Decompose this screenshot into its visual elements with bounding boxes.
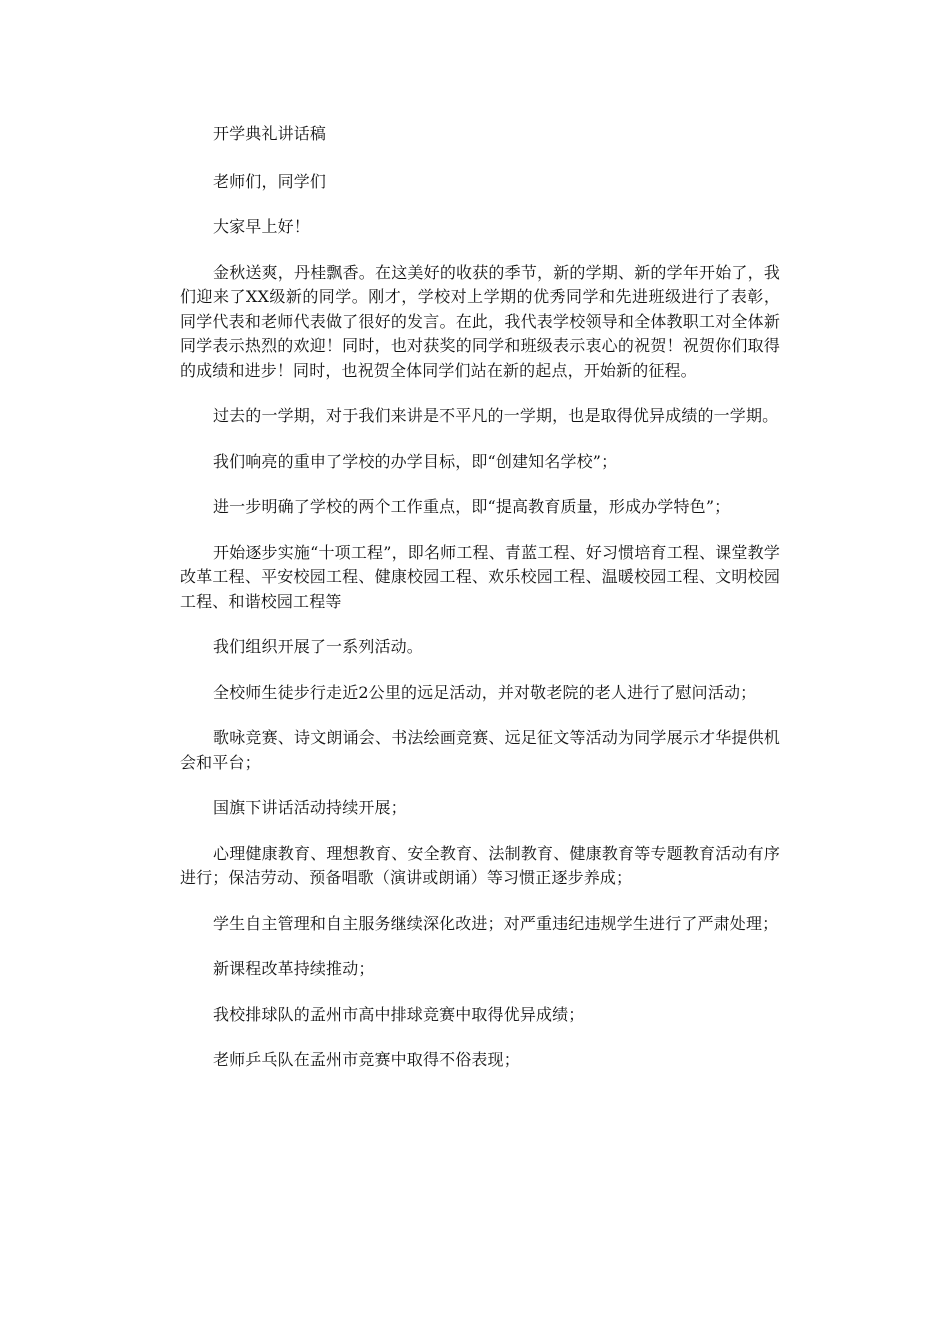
paragraph-competitions: 歌咏竞赛、诗文朗诵会、书法绘画竞赛、远足征文等活动为同学展示才华提供机会和平台； (180, 728, 780, 772)
paragraph-curriculum-reform: 新课程改革持续推动； (213, 959, 375, 978)
paragraph-table-tennis: 老师乒乓队在孟州市竞赛中取得不俗表现； (213, 1050, 520, 1069)
paragraph-past-semester: 过去的一学期，对于我们来讲是不平凡的一学期，也是取得优异成绩的一学期。 (213, 406, 779, 425)
document-title: 开学典礼讲话稿 (213, 124, 327, 143)
paragraph-work-focus: 进一步明确了学校的两个工作重点，即“提高教育质量，形成办学特色”； (213, 497, 731, 516)
paragraph-self-management: 学生自主管理和自主服务继续深化改进；对严重违纪违规学生进行了严肃处理； (213, 913, 779, 933)
paragraph-opening: 金秋送爽，丹桂飘香。在这美好的收获的季节，新的学期、新的学年开始了，我们迎来了XX级新的同学。刚才，学校对上学期的优秀同学和先进班级进行了表彰，同学代表和老师代表做了很好的发言。在此，我代表学校领导和全体教职工对全体新同学表示热烈的欢迎！同时，也对获奖的同学和班级表示衷心的祝贺！祝贺你们取得的成绩和进步！同时，也祝贺全体同学们站在新的起点，开始新的征程。 (180, 262, 780, 380)
paragraph-ten-projects: 开始逐步实施“十项工程”，即名师工程、青蓝工程、好习惯培育工程、课堂教学改革工程、平安校园工程、健康校园工程、欢乐校园工程、温暖校园工程、文明校园工程、和谐校园工程等 (180, 542, 780, 611)
paragraph-good-morning: 大家早上好！ (213, 217, 310, 236)
paragraph-volleyball: 我校排球队的孟州市高中排球竞赛中取得优异成绩； (213, 1004, 585, 1024)
paragraph-hiking: 全校师生徒步行走近2公里的远足活动，并对敬老院的老人进行了慰问活动； (213, 682, 757, 702)
paragraph-flag-speech: 国旗下讲话活动持续开展； (213, 798, 407, 817)
paragraph-school-goal: 我们响亮的重申了学校的办学目标，即“创建知名学校”； (213, 451, 618, 471)
paragraph-greeting: 老师们，同学们 (213, 171, 327, 191)
paragraph-activities-intro: 我们组织开展了一系列活动。 (213, 637, 423, 656)
paragraph-education: 心理健康教育、理想教育、安全教育、法制教育、健康教育等专题教育活动有序进行；保洁劳动、预备唱歌（演讲或朗诵）等习惯正逐步养成； (180, 843, 780, 887)
